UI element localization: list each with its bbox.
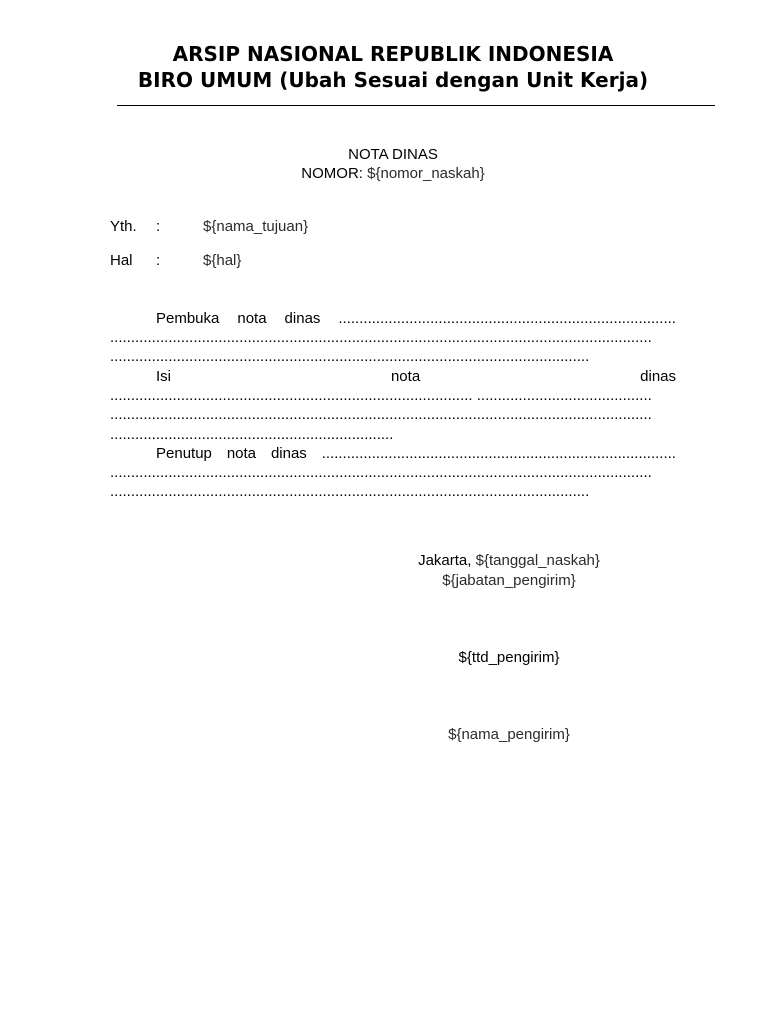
letterhead-rule <box>117 105 715 106</box>
closing-word: nota <box>226 445 257 462</box>
number-value: ${nomor_naskah} <box>367 165 485 182</box>
opening-dots: ................................................................................. <box>338 310 676 327</box>
content-line-1 <box>110 367 676 386</box>
recipient-colon: : <box>156 218 161 235</box>
document-number <box>0 164 768 183</box>
closing-word: dinas <box>270 445 307 462</box>
number-label: NOMOR: <box>301 165 368 182</box>
letterhead <box>0 41 768 93</box>
unit-name: BIRO UMUM (Ubah Sesuai dengan Unit Kerja) <box>137 68 649 92</box>
closing-line-1 <box>110 444 676 463</box>
recipient-value: ${nama_tujuan} <box>203 218 309 235</box>
place: Jakarta, <box>418 552 476 569</box>
closing-word: Penutup <box>156 445 212 462</box>
opening-word: Pembuka <box>156 310 220 327</box>
subject-label: Hal <box>110 252 133 269</box>
opening-line-1 <box>110 309 676 328</box>
place-date <box>400 551 618 570</box>
sender-name: ${nama_pengirim} <box>448 726 570 743</box>
content-line-4: .................................................................... <box>110 426 394 443</box>
content-line-3: .................................................................................................................................. <box>110 406 652 423</box>
content-word: dinas <box>640 368 676 385</box>
closing-line-3: ................................................................................................................... <box>110 483 590 500</box>
opening-line-3: ................................................................................................................... <box>110 348 590 365</box>
document-title <box>0 145 768 183</box>
opening-line-2: .................................................................................................................................. <box>110 329 652 346</box>
closing-dots: ..................................................................................... <box>321 445 676 462</box>
content-line-2: ....................................................................................... .......................................... <box>110 387 652 404</box>
institution-name: ARSIP NASIONAL REPUBLIK INDONESIA <box>172 42 614 66</box>
sender-position: ${jabatan_pengirim} <box>442 572 576 589</box>
subject-value: ${hal} <box>203 252 242 269</box>
document-type: NOTA DINAS <box>348 146 438 163</box>
opening-word: nota <box>237 310 267 327</box>
content-word: nota <box>390 368 421 385</box>
content-word: Isi <box>156 368 171 385</box>
signature-placeholder: ${ttd_pengirim} <box>458 649 560 666</box>
subject-colon: : <box>156 252 161 269</box>
opening-word: dinas <box>284 310 321 327</box>
date-value: ${tanggal_naskah} <box>475 552 600 569</box>
closing-line-2: .................................................................................................................................. <box>110 464 652 481</box>
recipient-label: Yth. <box>110 218 137 235</box>
